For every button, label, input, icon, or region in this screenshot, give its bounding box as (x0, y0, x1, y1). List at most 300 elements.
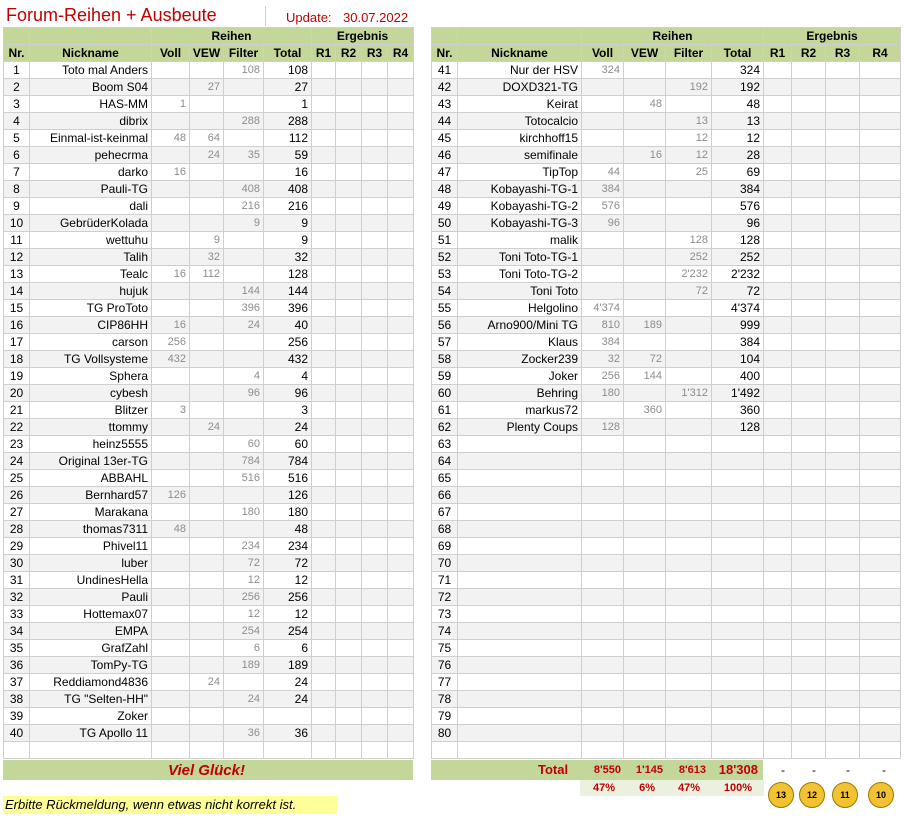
row-r3 (362, 113, 388, 130)
row-filter: 12 (224, 572, 264, 589)
table-row (4, 164, 414, 181)
table-row (432, 470, 901, 487)
row-r1 (312, 504, 336, 521)
row-vew (190, 96, 224, 113)
row-total (712, 691, 764, 708)
row-r1 (312, 606, 336, 623)
row-total: 1 (264, 96, 312, 113)
col-total: Total (264, 45, 312, 62)
row-r2 (336, 708, 362, 725)
row-vew (624, 555, 666, 572)
row-nr: 15 (4, 300, 30, 317)
table-row (4, 555, 414, 572)
row-r4 (860, 402, 901, 419)
row-nr: 32 (4, 589, 30, 606)
row-voll (582, 113, 624, 130)
blank-cell (432, 742, 458, 759)
row-r1 (312, 181, 336, 198)
row-total: 192 (712, 79, 764, 96)
row-r2 (792, 470, 826, 487)
table-row (432, 538, 901, 555)
row-vew (624, 436, 666, 453)
row-nickname: Joker (458, 368, 582, 385)
row-r3 (826, 640, 860, 657)
row-r2 (792, 691, 826, 708)
row-voll: 16 (152, 164, 190, 181)
row-filter (224, 708, 264, 725)
table-row (432, 691, 901, 708)
row-r3 (362, 232, 388, 249)
row-r4 (388, 402, 414, 419)
table-row (4, 402, 414, 419)
row-vew (624, 215, 666, 232)
row-nr: 25 (4, 470, 30, 487)
row-filter (666, 351, 712, 368)
col-nickname: Nickname (30, 45, 152, 62)
blank-cell (4, 742, 30, 759)
row-r1 (312, 725, 336, 742)
row-total: 24 (264, 419, 312, 436)
row-nickname: hujuk (30, 283, 152, 300)
row-nr: 17 (4, 334, 30, 351)
row-nickname: Totocalcio (458, 113, 582, 130)
row-nickname: ABBAHL (30, 470, 152, 487)
row-filter: 192 (666, 79, 712, 96)
row-r1 (312, 572, 336, 589)
row-voll (582, 470, 624, 487)
row-r1 (764, 572, 792, 589)
row-vew (624, 674, 666, 691)
blank-row (4, 742, 414, 759)
row-nr: 49 (432, 198, 458, 215)
row-filter: 256 (224, 589, 264, 606)
row-r2 (336, 453, 362, 470)
col-nr: Nr. (4, 45, 30, 62)
row-r4 (860, 351, 901, 368)
row-r1 (764, 487, 792, 504)
blank-cell (712, 742, 764, 759)
row-nickname (458, 453, 582, 470)
row-r2 (336, 606, 362, 623)
row-r1 (312, 62, 336, 79)
row-r1 (764, 640, 792, 657)
row-vew (624, 470, 666, 487)
row-nr: 75 (432, 640, 458, 657)
row-total: 12 (712, 130, 764, 147)
row-r4 (388, 62, 414, 79)
row-r1 (764, 283, 792, 300)
row-total: 13 (712, 113, 764, 130)
row-vew (624, 657, 666, 674)
row-nr: 59 (432, 368, 458, 385)
row-vew (190, 657, 224, 674)
row-r1 (312, 147, 336, 164)
row-nickname: dibrix (30, 113, 152, 130)
row-filter (666, 691, 712, 708)
row-total: 256 (264, 589, 312, 606)
row-nickname: GebrüderKolada (30, 215, 152, 232)
row-voll (582, 147, 624, 164)
row-vew (624, 130, 666, 147)
row-vew: 189 (624, 317, 666, 334)
update-label: Update: (286, 10, 332, 25)
result-dash: - (781, 763, 785, 777)
row-r1 (764, 555, 792, 572)
row-r2 (336, 283, 362, 300)
table-row (4, 62, 414, 79)
row-nr: 73 (432, 606, 458, 623)
row-r4 (388, 164, 414, 181)
row-r2 (792, 572, 826, 589)
row-r2 (336, 623, 362, 640)
row-filter (666, 300, 712, 317)
row-nickname (458, 623, 582, 640)
row-r4 (388, 674, 414, 691)
row-r3 (362, 283, 388, 300)
row-nickname: kirchhoff15 (458, 130, 582, 147)
col-r3: R3 (826, 45, 860, 62)
row-nr: 1 (4, 62, 30, 79)
row-r4 (860, 232, 901, 249)
result-dash: - (812, 763, 816, 777)
row-voll (582, 130, 624, 147)
row-vew (190, 385, 224, 402)
row-filter: 4 (224, 368, 264, 385)
row-r2 (792, 198, 826, 215)
row-nr: 41 (432, 62, 458, 79)
row-nr: 34 (4, 623, 30, 640)
row-r1 (764, 249, 792, 266)
table-row (432, 453, 901, 470)
row-nr: 43 (432, 96, 458, 113)
col-r2: R2 (336, 45, 362, 62)
row-r3 (362, 334, 388, 351)
row-voll: 256 (582, 368, 624, 385)
row-r2 (792, 521, 826, 538)
row-r2 (336, 470, 362, 487)
row-nickname: luber (30, 555, 152, 572)
row-vew (190, 538, 224, 555)
row-nickname: Reddiamond4836 (30, 674, 152, 691)
row-total: 112 (264, 130, 312, 147)
row-r2 (792, 589, 826, 606)
row-r2 (336, 317, 362, 334)
row-nickname: GrafZahl (30, 640, 152, 657)
blank-cell (792, 742, 826, 759)
row-r4 (388, 334, 414, 351)
row-r4 (388, 606, 414, 623)
row-total (712, 623, 764, 640)
row-nr: 80 (432, 725, 458, 742)
row-nickname (458, 555, 582, 572)
row-r2 (336, 300, 362, 317)
row-filter (666, 725, 712, 742)
table-row (4, 96, 414, 113)
row-vew (190, 572, 224, 589)
row-total: 96 (264, 385, 312, 402)
row-r4 (860, 606, 901, 623)
row-r4 (388, 538, 414, 555)
row-r1 (764, 402, 792, 419)
table-row (4, 640, 414, 657)
row-filter (224, 419, 264, 436)
row-nr: 56 (432, 317, 458, 334)
row-nickname (458, 504, 582, 521)
row-r2 (336, 368, 362, 385)
row-nickname: Helgolino (458, 300, 582, 317)
table-row (4, 419, 414, 436)
row-r3 (362, 623, 388, 640)
row-total: 48 (264, 521, 312, 538)
row-nickname: Sphera (30, 368, 152, 385)
row-vew (624, 113, 666, 130)
header-ergebnis: Ergebnis (312, 28, 414, 45)
row-r1 (312, 368, 336, 385)
row-r3 (362, 487, 388, 504)
table-row (4, 283, 414, 300)
row-r3 (362, 181, 388, 198)
table-row (432, 436, 901, 453)
row-nr: 30 (4, 555, 30, 572)
row-voll (582, 453, 624, 470)
row-nickname: Marakana (30, 504, 152, 521)
col-filter: Filter (666, 45, 712, 62)
row-total: 384 (712, 181, 764, 198)
row-r1 (764, 181, 792, 198)
row-voll (152, 725, 190, 742)
row-r1 (764, 589, 792, 606)
row-vew (624, 521, 666, 538)
table-row (432, 113, 901, 130)
row-r3 (826, 555, 860, 572)
row-filter: 108 (224, 62, 264, 79)
row-total: 96 (712, 215, 764, 232)
row-r4 (860, 521, 901, 538)
row-r4 (388, 249, 414, 266)
row-r4 (860, 249, 901, 266)
row-r2 (336, 385, 362, 402)
row-nr: 10 (4, 215, 30, 232)
row-r4 (388, 623, 414, 640)
row-total: 69 (712, 164, 764, 181)
row-voll (152, 623, 190, 640)
table-row (4, 198, 414, 215)
row-voll: 180 (582, 385, 624, 402)
row-filter (666, 640, 712, 657)
row-nickname: Pauli-TG (30, 181, 152, 198)
row-vew (190, 283, 224, 300)
row-total: 128 (264, 266, 312, 283)
row-total: 72 (264, 555, 312, 572)
row-vew (624, 300, 666, 317)
row-filter (666, 487, 712, 504)
row-vew (190, 317, 224, 334)
row-r2 (336, 334, 362, 351)
row-r4 (860, 198, 901, 215)
row-r3 (826, 368, 860, 385)
row-r4 (860, 96, 901, 113)
row-r3 (362, 504, 388, 521)
col-r3: R3 (362, 45, 388, 62)
row-r3 (826, 130, 860, 147)
row-nr: 19 (4, 368, 30, 385)
row-r2 (792, 487, 826, 504)
col-r4: R4 (860, 45, 901, 62)
row-total: 128 (712, 419, 764, 436)
table-row (4, 487, 414, 504)
row-r1 (764, 453, 792, 470)
header-ergebnis: Ergebnis (764, 28, 901, 45)
row-nickname: Nur der HSV (458, 62, 582, 79)
row-r2 (336, 181, 362, 198)
row-voll (582, 674, 624, 691)
row-vew (190, 436, 224, 453)
row-vew (624, 725, 666, 742)
row-nickname: TomPy-TG (30, 657, 152, 674)
table-row (4, 708, 414, 725)
row-r3 (826, 521, 860, 538)
row-nr: 47 (432, 164, 458, 181)
row-total: 48 (712, 96, 764, 113)
row-r3 (826, 96, 860, 113)
row-nickname: TipTop (458, 164, 582, 181)
row-r1 (312, 623, 336, 640)
row-r3 (826, 402, 860, 419)
row-r2 (792, 351, 826, 368)
row-nickname: Talih (30, 249, 152, 266)
row-filter (666, 708, 712, 725)
row-vew (190, 198, 224, 215)
row-filter: 144 (224, 283, 264, 300)
row-nickname (458, 470, 582, 487)
total-vew: 1'145 (635, 764, 663, 776)
row-voll: 3 (152, 402, 190, 419)
row-r3 (362, 691, 388, 708)
row-vew (190, 623, 224, 640)
row-total (712, 504, 764, 521)
row-nickname: Bernhard57 (30, 487, 152, 504)
row-voll (152, 691, 190, 708)
row-nr: 6 (4, 147, 30, 164)
row-voll: 32 (582, 351, 624, 368)
row-filter: 24 (224, 691, 264, 708)
row-vew (190, 215, 224, 232)
row-voll (582, 640, 624, 657)
row-nickname: Toto mal Anders (30, 62, 152, 79)
row-total (712, 708, 764, 725)
row-r3 (362, 402, 388, 419)
row-nr: 35 (4, 640, 30, 657)
row-nr: 3 (4, 96, 30, 113)
row-total: 288 (264, 113, 312, 130)
blank-cell (388, 742, 414, 759)
row-nr: 11 (4, 232, 30, 249)
row-voll (152, 606, 190, 623)
row-r3 (826, 691, 860, 708)
row-total: 432 (264, 351, 312, 368)
row-total (712, 572, 764, 589)
table-row (4, 317, 414, 334)
blank-row (432, 742, 901, 759)
table-row (432, 232, 901, 249)
row-r3 (826, 215, 860, 232)
row-r3 (362, 266, 388, 283)
row-vew: 24 (190, 674, 224, 691)
row-r1 (312, 249, 336, 266)
row-vew (624, 538, 666, 555)
row-filter (666, 215, 712, 232)
row-nr: 66 (432, 487, 458, 504)
row-nickname: malik (458, 232, 582, 249)
row-total (712, 725, 764, 742)
col-r4: R4 (388, 45, 414, 62)
row-nr: 7 (4, 164, 30, 181)
table-row (432, 215, 901, 232)
table-row (4, 130, 414, 147)
blank-cell (224, 742, 264, 759)
row-vew (190, 351, 224, 368)
row-r4 (388, 419, 414, 436)
row-nickname: DOXD321-TG (458, 79, 582, 96)
row-r3 (362, 79, 388, 96)
row-nickname: Toni Toto-TG-1 (458, 249, 582, 266)
row-nickname: UndinesHella (30, 572, 152, 589)
row-voll: 128 (582, 419, 624, 436)
row-filter: 189 (224, 657, 264, 674)
row-total: 40 (264, 317, 312, 334)
row-r1 (764, 385, 792, 402)
row-vew (624, 487, 666, 504)
row-vew: 24 (190, 147, 224, 164)
table-row (4, 113, 414, 130)
title-divider (265, 6, 266, 26)
row-nickname: markus72 (458, 402, 582, 419)
blank-cell (624, 742, 666, 759)
row-total: 234 (264, 538, 312, 555)
row-filter: 180 (224, 504, 264, 521)
row-r2 (792, 215, 826, 232)
row-nickname (458, 674, 582, 691)
row-filter (666, 555, 712, 572)
row-total: 72 (712, 283, 764, 300)
row-r1 (764, 266, 792, 283)
row-vew (624, 249, 666, 266)
row-total: 2'232 (712, 266, 764, 283)
row-r2 (792, 181, 826, 198)
row-total: 256 (264, 334, 312, 351)
row-r4 (388, 691, 414, 708)
row-voll (582, 725, 624, 742)
row-filter: 12 (666, 147, 712, 164)
table-row (432, 130, 901, 147)
row-r3 (826, 589, 860, 606)
good-luck-text: Viel Glück! (168, 762, 245, 779)
row-r4 (388, 266, 414, 283)
total-label: Total (538, 762, 569, 777)
row-r4 (388, 215, 414, 232)
row-voll (582, 623, 624, 640)
row-r2 (792, 113, 826, 130)
row-r2 (792, 249, 826, 266)
row-voll (582, 436, 624, 453)
table-row (4, 368, 414, 385)
row-r3 (826, 300, 860, 317)
row-nickname: Kobayashi-TG-1 (458, 181, 582, 198)
table-row (432, 725, 901, 742)
table-row (432, 334, 901, 351)
row-r2 (336, 640, 362, 657)
row-vew: 360 (624, 402, 666, 419)
